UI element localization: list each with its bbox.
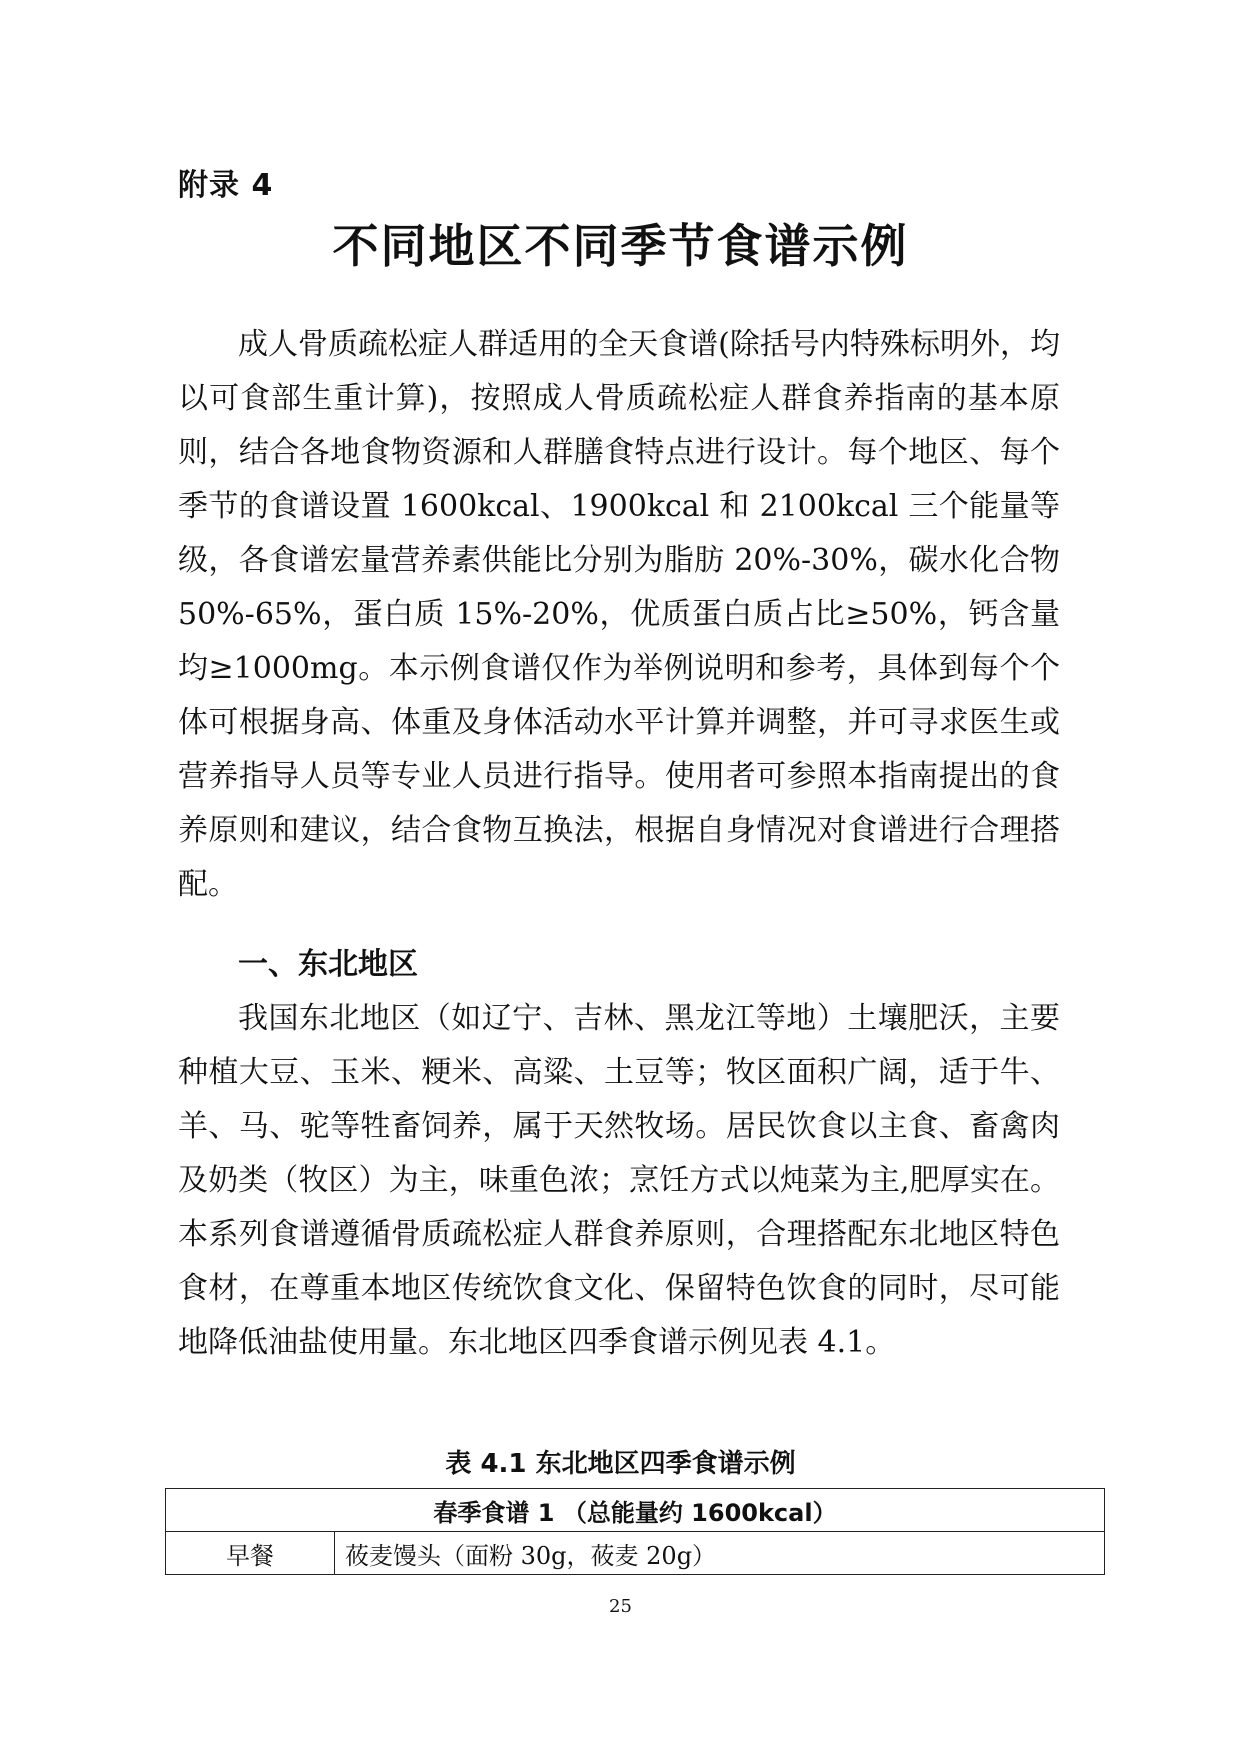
page-number: 25 <box>609 1596 632 1617</box>
appendix-label: 附录 4 <box>178 168 274 203</box>
intro-paragraph: 成人骨质疏松症人群适用的全天食谱(除括号内特殊标明外，均以可食部生重计算)，按照成人骨质疏松症人群食养指南的基本原则，结合各地食物资源和人群膳食特点进行设计。每个地区、每个季节的食谱设置 1600kcal、1900kcal 和 2100kcal 三个能量等级，各食谱宏量营养素供能比分别为脂肪 20%-30%，碳水化合物 50%-65%，蛋白质 15%-20%，优质蛋白质占比≥50%，钙含量均≥1000mg。本示例食谱仅作为举例说明和参考，具体到每个个体可根据身高、体重及身体活动水平计算并调整，并可寻求医生或营养指导人员等专业人员进行指导。使用者可参照本指南提出的食养原则和建议，结合食物互换法，根据自身情况对食谱进行合理搭配。 <box>178 327 1060 902</box>
section-heading-northeast: 一、东北地区 <box>238 947 418 982</box>
table-row <box>166 1532 1105 1575</box>
table-header-row <box>166 1489 1105 1532</box>
meal-items: 莜麦馒头（面粉 30g，莜麦 20g） <box>335 1532 1105 1575</box>
menu-table <box>165 1488 1105 1575</box>
table-caption: 表 4.1 东北地区四季食谱示例 <box>445 1449 796 1479</box>
northeast-paragraph: 我国东北地区（如辽宁、吉林、黑龙江等地）土壤肥沃，主要种植大豆、玉米、粳米、高粱、土豆等；牧区面积广阔，适于牛、羊、马、驼等牲畜饲养，属于天然牧场。居民饮食以主食、畜禽肉及奶类（牧区）为主，味重色浓；烹饪方式以炖菜为主,肥厚实在。本系列食谱遵循骨质疏松症人群食养原则，合理搭配东北地区特色食材，在尊重本地区传统饮食文化、保留特色饮食的同时，尽可能地降低油盐使用量。东北地区四季食谱示例见表 4.1。 <box>178 1001 1060 1360</box>
season-header: 春季食谱 1 （总能量约 1600kcal） <box>166 1489 1105 1532</box>
meal-name: 早餐 <box>166 1532 335 1575</box>
page-title: 不同地区不同季节食谱示例 <box>332 219 909 273</box>
